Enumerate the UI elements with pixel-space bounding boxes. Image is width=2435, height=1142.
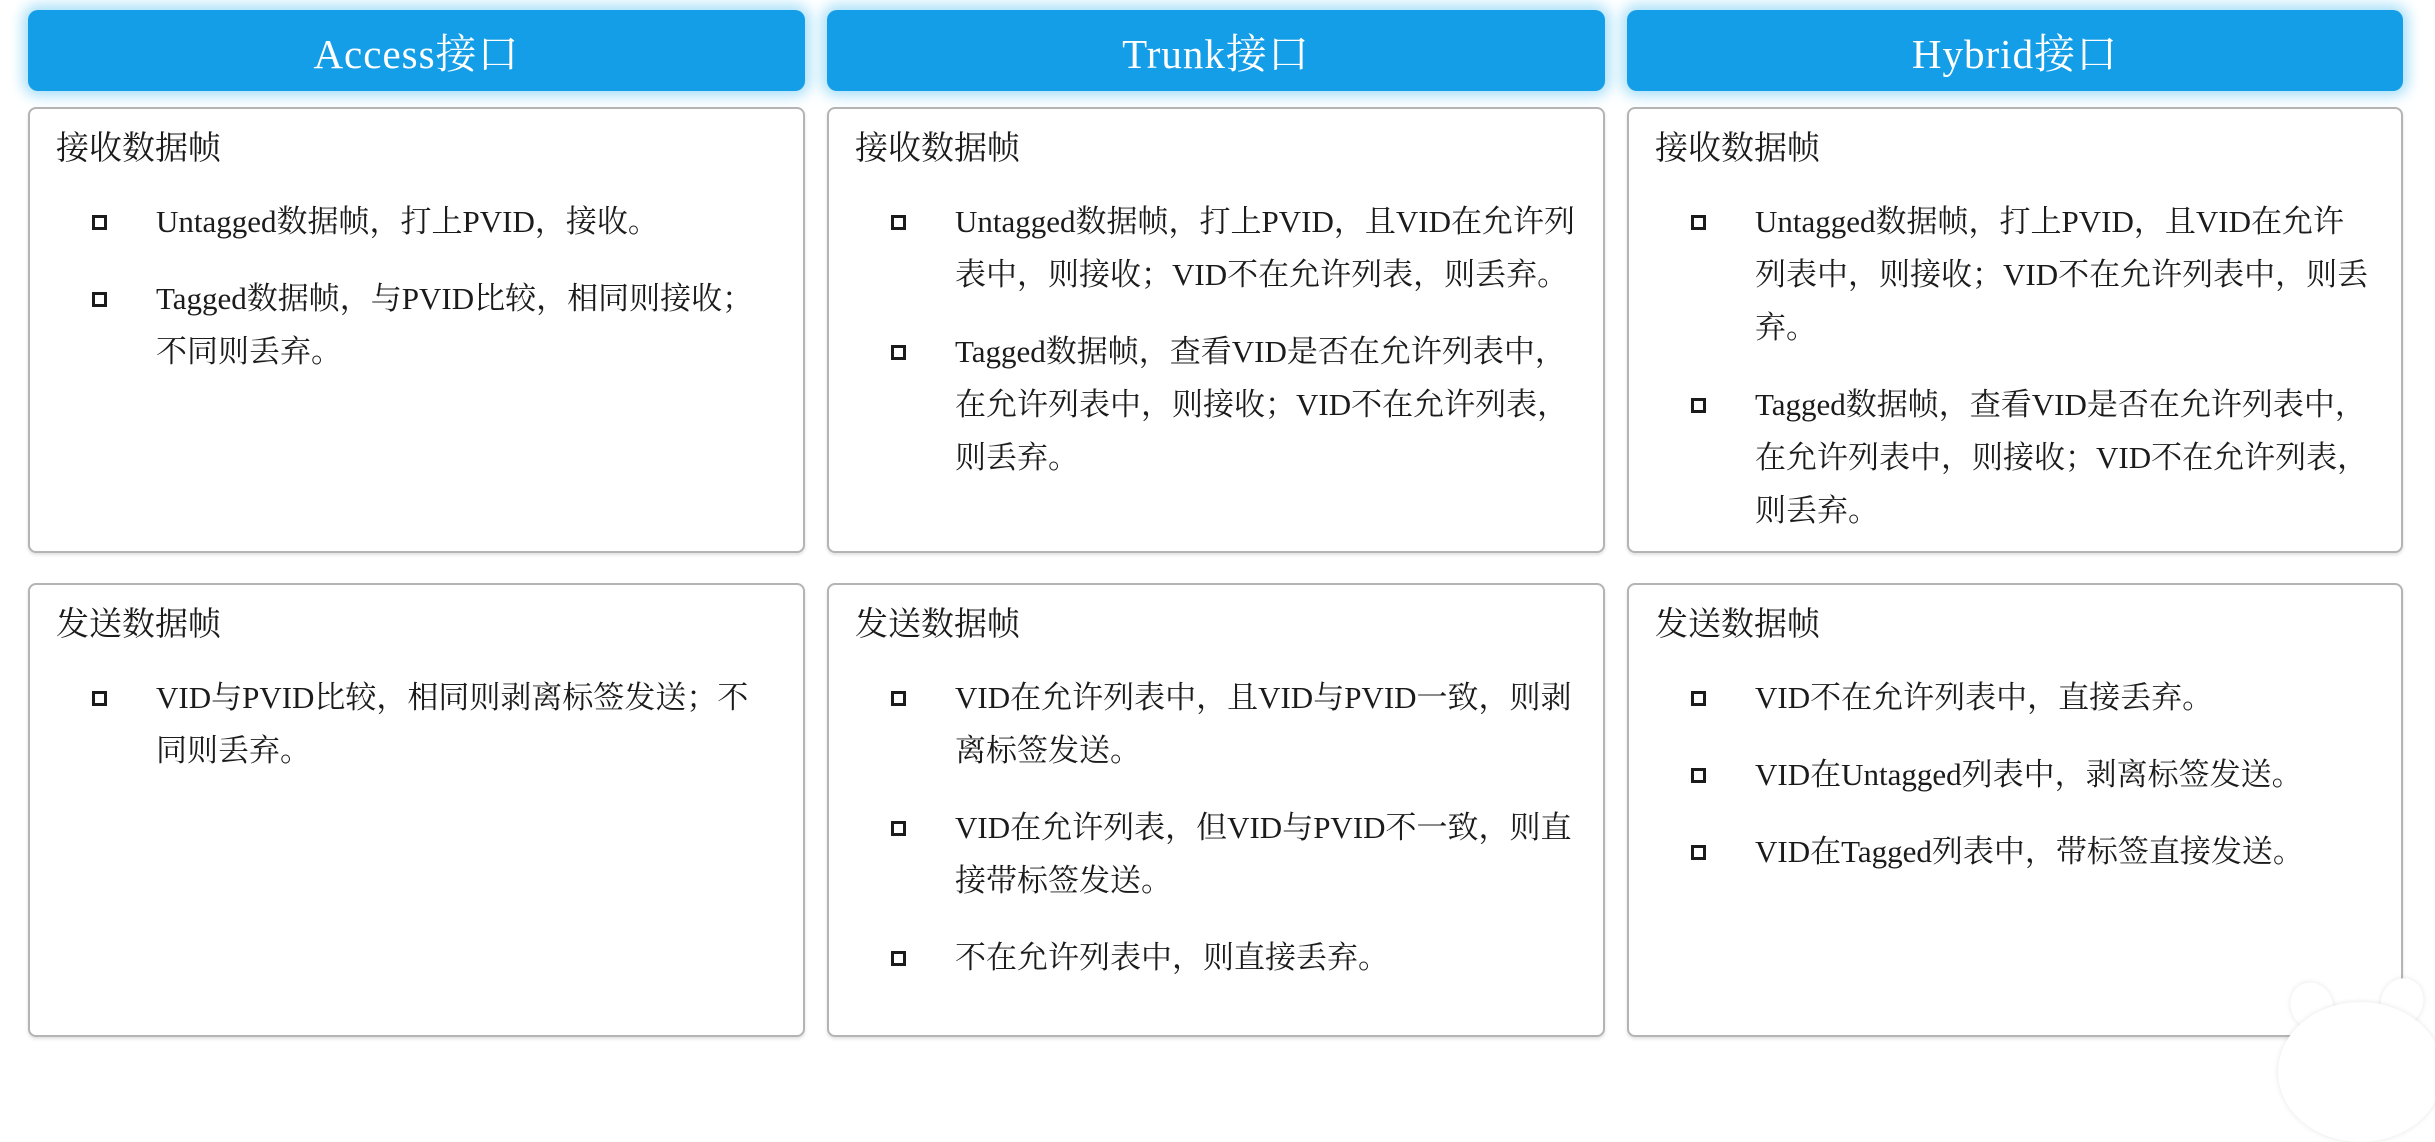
access-column <box>28 10 805 1037</box>
bullet-text: VID在Untagged列表中，剥离标签发送。 <box>1755 757 2303 792</box>
access-send-list <box>52 671 781 777</box>
square-bullet-icon <box>891 345 906 360</box>
hybrid-column <box>1627 10 2403 1037</box>
bullet-text: 不在允许列表中，则直接丢弃。 <box>955 940 1389 975</box>
bullet-text: VID不在允许列表中，直接丢弃。 <box>1755 680 2214 715</box>
list-item <box>851 195 1581 301</box>
access-header-label: Access接口 <box>313 31 520 77</box>
square-bullet-icon <box>1691 215 1706 230</box>
bullet-text: Tagged数据帧，查看VID是否在允许列表中，在允许列表中，则接收；VID不在允许列表，则丢弃。 <box>1755 387 2369 528</box>
trunk-receive-list <box>851 195 1581 484</box>
access-receive-title: 接收数据帧 <box>56 131 221 167</box>
square-bullet-icon <box>891 215 906 230</box>
list-item <box>1651 748 2379 801</box>
trunk-receive-panel <box>827 107 1605 553</box>
hybrid-receive-list <box>1651 195 2379 537</box>
bullet-text: VID在允许列表中，且VID与PVID一致，则剥离标签发送。 <box>955 680 1572 768</box>
square-bullet-icon <box>92 215 107 230</box>
hybrid-receive-panel <box>1627 107 2403 553</box>
access-send-panel <box>28 583 805 1037</box>
hybrid-header <box>1627 10 2403 91</box>
square-bullet-icon <box>1691 398 1706 413</box>
bullet-text: Tagged数据帧，查看VID是否在允许列表中，在允许列表中，则接收；VID不在允许列表，则丢弃。 <box>955 334 1569 475</box>
hybrid-send-list <box>1651 671 2379 878</box>
access-header <box>28 10 805 91</box>
list-item <box>1651 195 2379 354</box>
list-item <box>52 195 781 248</box>
square-bullet-icon <box>92 292 107 307</box>
bullet-text: Untagged数据帧，打上PVID，且VID在允许列表中，则接收；VID不在允许列表，则丢弃。 <box>955 204 1575 292</box>
list-item <box>851 325 1581 484</box>
list-item <box>851 931 1581 984</box>
list-item <box>52 272 781 378</box>
list-item <box>851 801 1581 907</box>
list-item <box>1651 378 2379 537</box>
bullet-text: Tagged数据帧，与PVID比较，相同则接收；不同则丢弃。 <box>156 281 754 369</box>
bullet-text: Untagged数据帧，打上PVID，且VID在允许列表中，则接收；VID不在允许列表中，则丢弃。 <box>1755 204 2369 345</box>
trunk-column <box>827 10 1605 1037</box>
square-bullet-icon <box>1691 768 1706 783</box>
hybrid-send-title: 发送数据帧 <box>1655 607 1820 643</box>
trunk-send-list <box>851 671 1581 984</box>
hybrid-header-label: Hybrid接口 <box>1911 31 2119 77</box>
square-bullet-icon <box>1691 691 1706 706</box>
access-receive-list <box>52 195 781 378</box>
square-bullet-icon <box>1691 845 1706 860</box>
square-bullet-icon <box>891 821 906 836</box>
hybrid-send-panel <box>1627 583 2403 1037</box>
list-item <box>1651 825 2379 878</box>
bullet-text: VID在Tagged列表中，带标签直接发送。 <box>1755 834 2304 869</box>
trunk-receive-title: 接收数据帧 <box>855 131 1020 167</box>
bullet-text: VID在允许列表，但VID与PVID不一致，则直接带标签发送。 <box>955 810 1572 898</box>
bullet-text: VID与PVID比较，相同则剥离标签发送；不同则丢弃。 <box>156 680 749 768</box>
square-bullet-icon <box>891 951 906 966</box>
list-item <box>52 671 781 777</box>
list-item <box>851 671 1581 777</box>
port-type-comparison-board <box>28 10 2403 1037</box>
trunk-header <box>827 10 1605 91</box>
trunk-send-title: 发送数据帧 <box>855 607 1020 643</box>
access-send-title: 发送数据帧 <box>56 607 221 643</box>
square-bullet-icon <box>891 691 906 706</box>
bullet-text: Untagged数据帧，打上PVID，接收。 <box>156 204 659 239</box>
list-item <box>1651 671 2379 724</box>
trunk-header-label: Trunk接口 <box>1122 31 1310 77</box>
access-receive-panel <box>28 107 805 553</box>
square-bullet-icon <box>92 691 107 706</box>
trunk-send-panel <box>827 583 1605 1037</box>
hybrid-receive-title: 接收数据帧 <box>1655 131 1820 167</box>
